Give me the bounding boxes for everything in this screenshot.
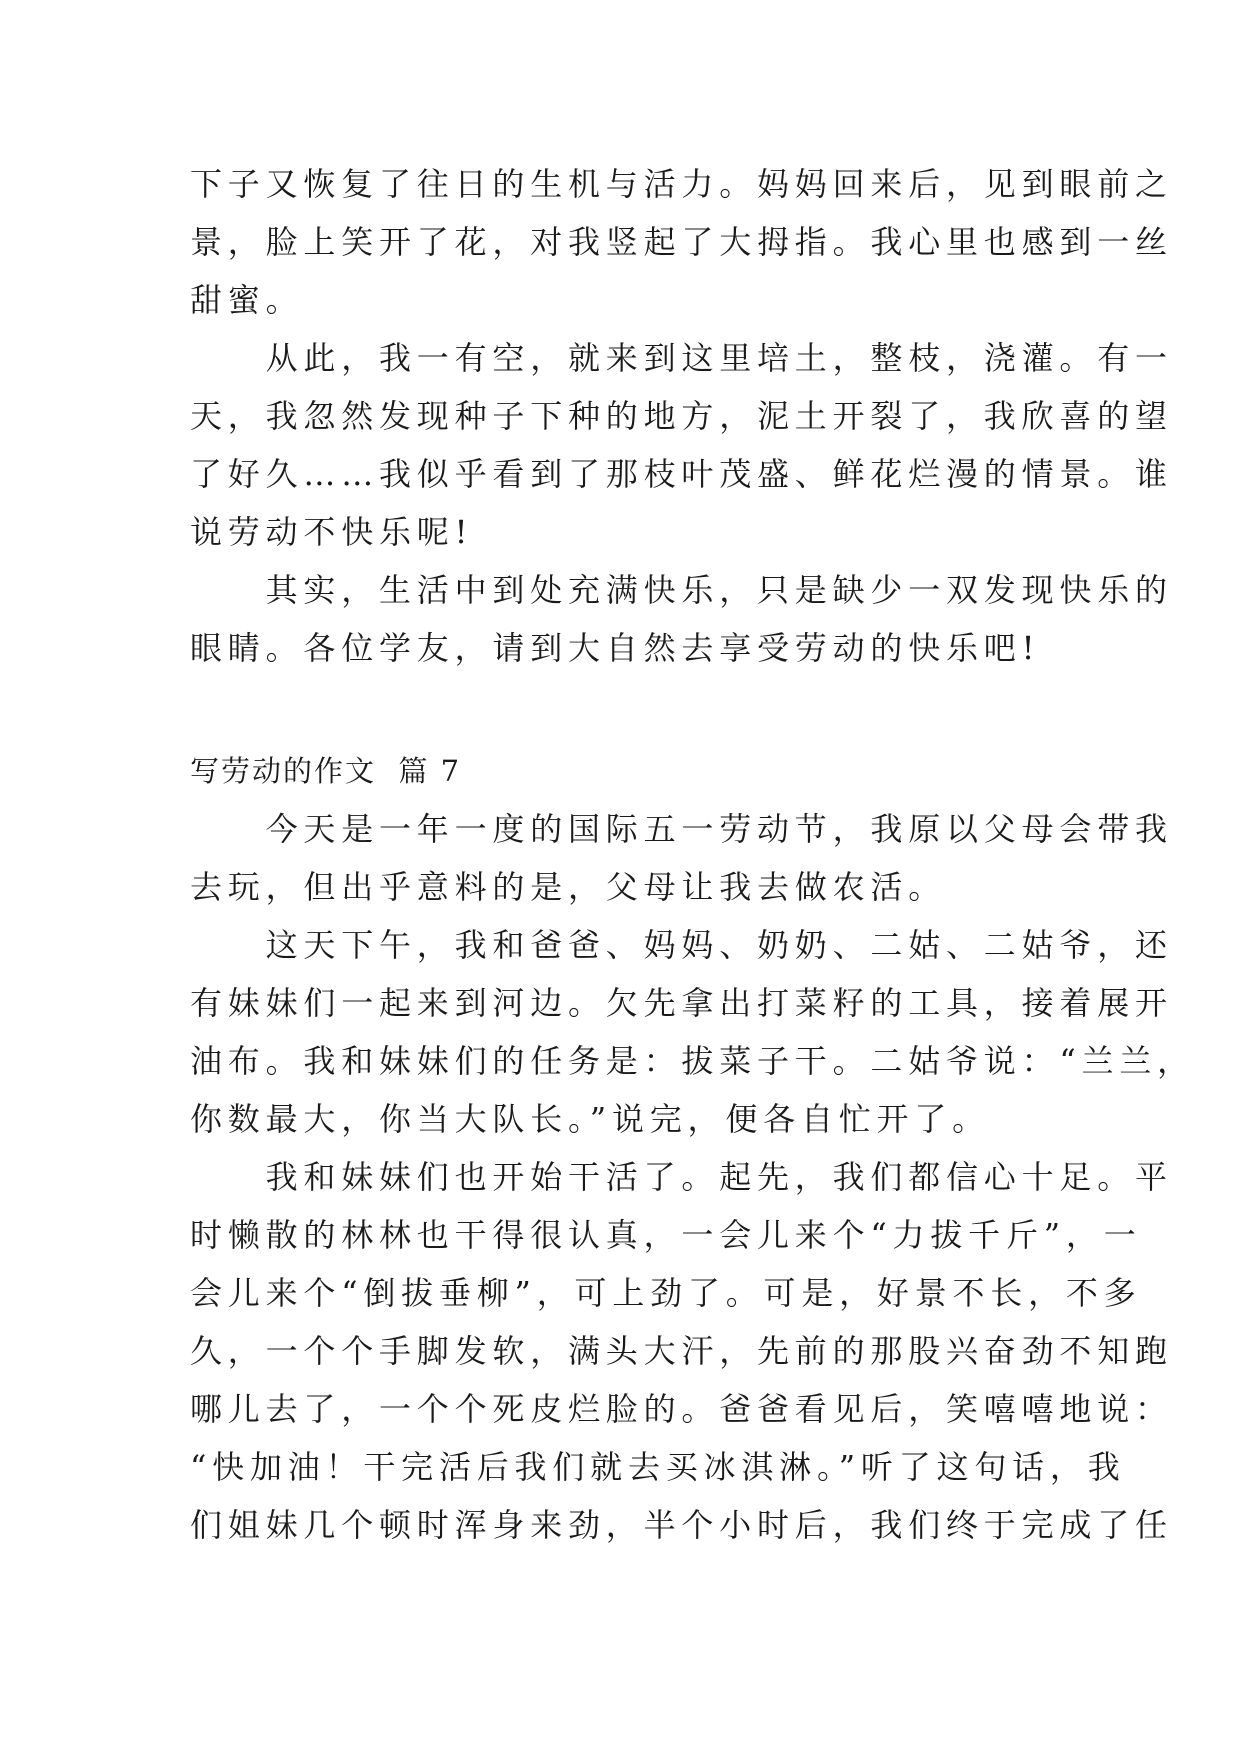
text-line: 你数最大，你当大队长。”说完，便各自忙开了。 (190, 1100, 990, 1138)
text-line: 甜蜜。 (190, 281, 304, 319)
essay-heading: 写劳动的作文 篇 7 (190, 754, 462, 788)
text-line: 们姐妹几个顿时浑身来劲，半个小时后，我们终于完成了任 (190, 1506, 1173, 1544)
text-line: 今天是一年一度的国际五一劳动节，我原以父母会带我 (190, 810, 1173, 848)
text-line: 会儿来个“倒拔垂柳”，可上劲了。可是，好景不长，不多 (190, 1274, 1142, 1312)
text-line: 景，脸上笑开了花，对我竖起了大拇指。我心里也感到一丝 (190, 223, 1173, 261)
text-line: 说劳动不快乐呢! (190, 513, 474, 551)
text-line: 久，一个个手脚发软，满头大汗，先前的那股兴奋劲不知跑 (190, 1332, 1173, 1370)
text-line: 眼睛。各位学友，请到大自然去享受劳动的快乐吧! (190, 629, 1041, 667)
text-line: 有妹妹们一起来到河边。欠先拿出打菜籽的工具，接着展开 (190, 984, 1173, 1022)
essay-7 (190, 742, 1195, 1554)
text-line: 了好久……我似乎看到了那枝叶茂盛、鲜花烂漫的情景。谁 (190, 455, 1173, 493)
text-line: 从此，我一有空，就来到这里培土，整枝，浇灌。有一 (190, 339, 1173, 377)
text-line: 下子又恢复了往日的生机与活力。妈妈回来后，见到眼前之 (190, 165, 1173, 203)
previous-essay-ending (190, 155, 1173, 677)
text-line: 油布。我和妹妹们的任务是：拔菜子干。二姑爷说：“兰兰， (190, 1042, 1195, 1080)
text-line: 去玩，但出乎意料的是，父母让我去做农活。 (190, 868, 947, 906)
text-line: 这天下午，我和爸爸、妈妈、奶奶、二姑、二姑爷，还 (190, 926, 1173, 964)
text-line: 哪儿去了，一个个死皮烂脸的。爸爸看见后，笑嘻嘻地说： (190, 1390, 1173, 1428)
text-line: 我和妹妹们也开始干活了。起先，我们都信心十足。平 (190, 1158, 1173, 1196)
text-line: 天，我忽然发现种子下种的地方，泥土开裂了，我欣喜的望 (190, 397, 1173, 435)
text-line: 其实，生活中到处充满快乐，只是缺少一双发现快乐的 (190, 571, 1173, 609)
text-line: “快加油！干完活后我们就去买冰淇淋。”听了这句话，我 (190, 1448, 1126, 1486)
text-line: 时懒散的林林也干得很认真，一会儿来个“力拔千斤”，一 (190, 1216, 1142, 1254)
